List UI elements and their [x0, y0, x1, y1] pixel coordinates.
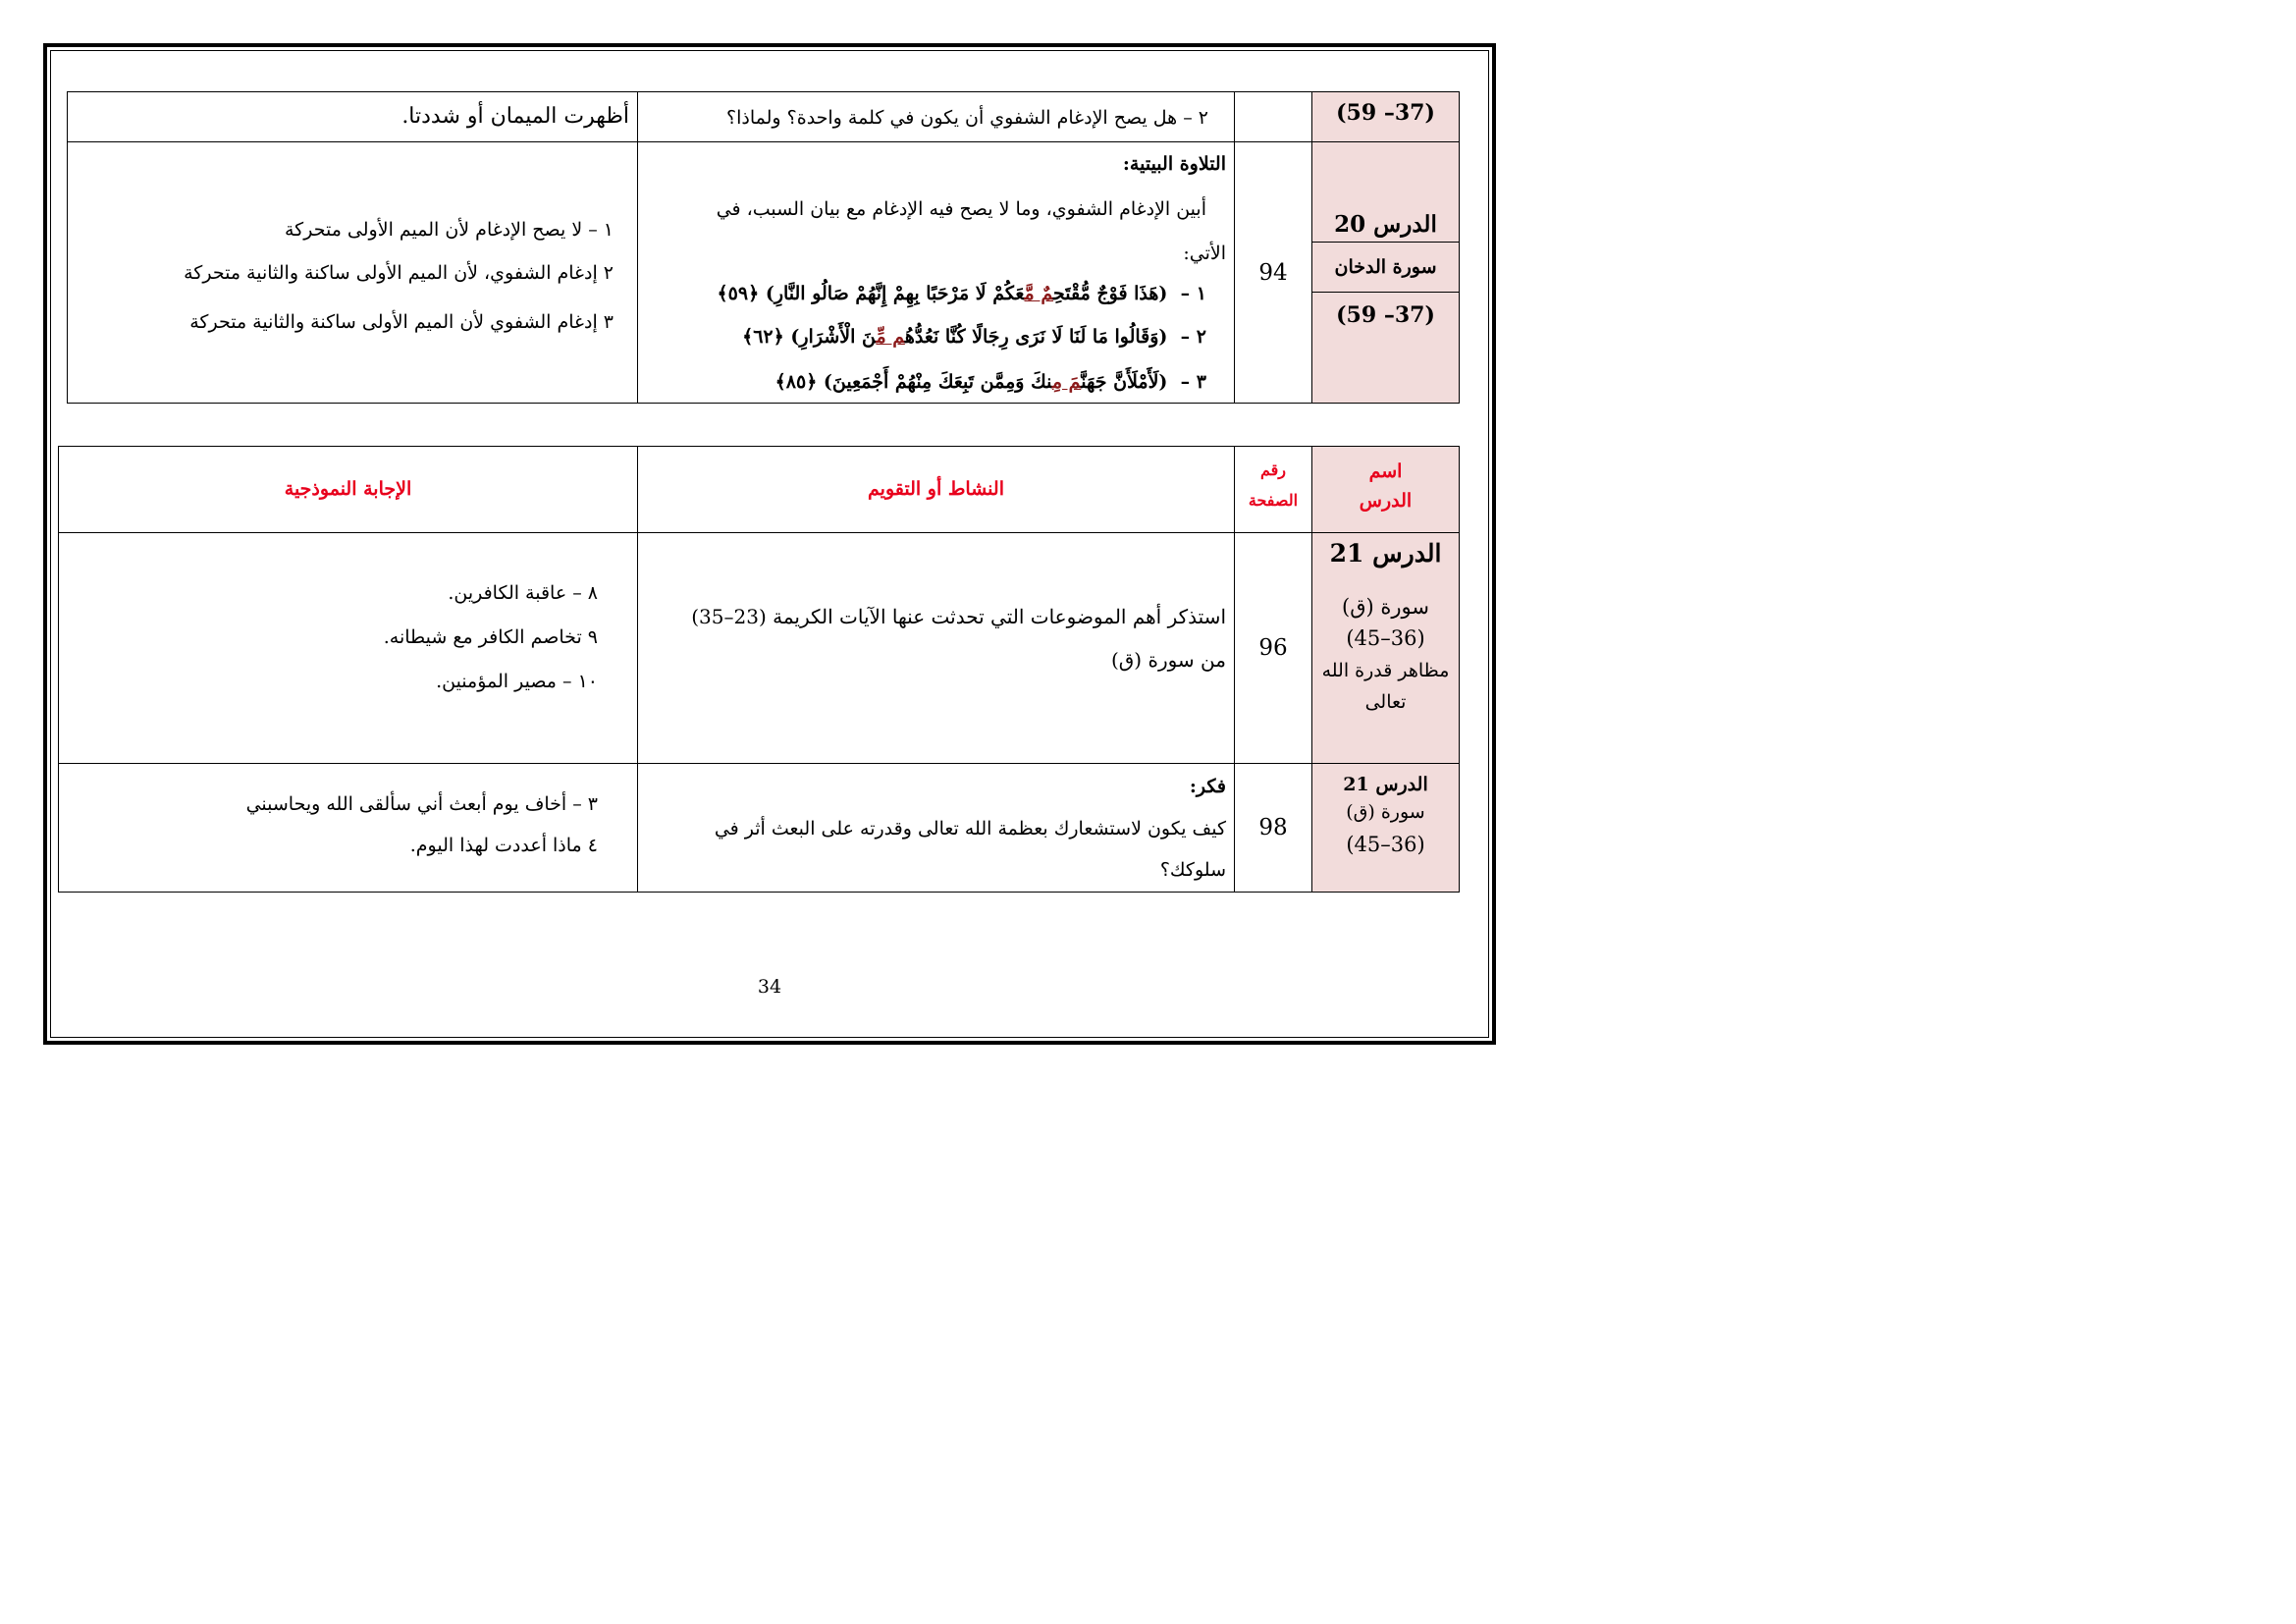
activity-cell	[638, 533, 1235, 764]
answer-line: ٩ تخاصم الكافر مع شيطانه.	[383, 626, 598, 648]
lesson-title: الدرس 20	[1334, 211, 1437, 238]
verses-range: (36–45)	[1346, 626, 1425, 650]
surah-name: سورة (ق)	[1342, 595, 1429, 619]
activity-text: استذكر أهم الموضوعات التي تحدثت عنها الآيات الكريمة (23–35)	[691, 605, 1226, 628]
page-cell	[1235, 142, 1312, 404]
answer-text: أظهرت الميمان أو شددتا.	[401, 104, 629, 129]
lesson-title: الدرس 21	[1329, 539, 1442, 568]
answer-cell	[59, 533, 638, 764]
verses-range: (36–45)	[1346, 833, 1425, 856]
page-number: 94	[1258, 259, 1288, 286]
page-cell	[1235, 92, 1312, 142]
activity-text: كيف يكون لاستشعارك بعظمة الله تعالى وقدرته على البعث أثر في	[714, 818, 1226, 839]
page-number-footer: 34	[757, 976, 782, 998]
table-header-row	[59, 447, 1460, 533]
lesson-topic: مظاهر قدرة الله	[1321, 660, 1450, 681]
verse-line: ٣ – (لَأَمْلَأَنَّ جَهَنَّمَ مِنكَ وَمِمَّن تَبِعَكَ مِنْهُمْ أَجْمَعِينَ) ﴿٨٥﴾	[774, 371, 1206, 393]
table-row	[59, 533, 1460, 764]
answer-line: ١ – لا يصح الإدغام لأن الميم الأولى متحركة	[285, 219, 614, 241]
answer-line: ١٠ – مصير المؤمنين.	[436, 671, 598, 692]
answer-line: ٤ ماذا أعددت لهذا اليوم.	[409, 835, 598, 856]
page-cell	[1235, 533, 1312, 764]
page-number: 98	[1258, 815, 1288, 840]
surah-name: سورة (ق)	[1346, 801, 1425, 823]
page-cell	[1235, 764, 1312, 893]
header-text: رقم	[1259, 460, 1287, 479]
header-text: النشاط أو التقويم	[868, 478, 1004, 500]
activity-text-cont: من سورة (ق)	[1110, 648, 1226, 672]
lesson-cell	[1312, 142, 1460, 404]
section-heading: فكر:	[1189, 776, 1226, 797]
activity-text: ٢ – هل يصح الإدغام الشفوي أن يكون في كلمة واحدة؟ ولماذا؟	[726, 107, 1208, 129]
instruction-text: أبين الإدغام الشفوي، وما لا يصح فيه الإدغام مع بيان السبب، في	[716, 198, 1206, 220]
activity-cell	[638, 764, 1235, 893]
answer-cell	[68, 142, 638, 404]
verses-range: (37– 59)	[1336, 302, 1435, 328]
verse-line: ٢ – (وَقَالُوا مَا لَنَا لَا نَرَى رِجَالًا كُنَّا نَعُدُّهُم مِّنَ الْأَشْرَارِ) ﴿٦٢﴾	[742, 326, 1206, 348]
header-text: الصفحة	[1248, 491, 1299, 510]
lesson-cell	[1312, 533, 1460, 764]
table-row	[68, 92, 1460, 142]
surah-name: سورة الدخان	[1334, 256, 1437, 278]
answer-line: ٣ – أخاف يوم أبعث أني سألقى الله ويحاسبني	[245, 793, 598, 815]
verse-line: ١ – (هَذَا فَوْجٌ مُّقْتَحِمٌ مَّعَكُمْ لَا مَرْحَبًا بِهِمْ إِنَّهُمْ صَالُو النَّارِ) ﴿٥٩﴾	[717, 283, 1206, 304]
header-lesson-name	[1312, 447, 1460, 533]
table-row	[68, 142, 1460, 404]
instruction-text-cont: الأتي:	[1183, 243, 1226, 264]
lesson-topic-cont: تعالى	[1364, 691, 1407, 713]
activity-text-cont: سلوكك؟	[1159, 859, 1226, 881]
header-activity	[638, 447, 1235, 533]
table-row	[59, 764, 1460, 893]
header-text: اسم	[1368, 460, 1403, 482]
answer-line: ٢ إدغام الشفوي، لأن الميم الأولى ساكنة والثانية متحركة	[184, 262, 614, 284]
lesson-title: الدرس 21	[1343, 774, 1428, 795]
answer-line: ٣ إدغام الشفوي لأن الميم الأولى ساكنة والثانية متحركة	[189, 311, 614, 333]
activity-cell	[638, 142, 1235, 404]
verses-range: (37– 59)	[1336, 100, 1435, 126]
answer-line: ٨ – عاقبة الكافرين.	[448, 582, 598, 604]
lesson-cell	[1312, 764, 1460, 893]
header-text: الدرس	[1359, 490, 1413, 512]
page-number: 96	[1258, 635, 1288, 661]
header-answer	[59, 447, 638, 533]
answer-cell	[59, 764, 638, 893]
table-lesson-20	[67, 91, 1460, 404]
section-heading: التلاوة البيتية:	[1122, 153, 1226, 175]
header-text: الإجابة النموذجية	[284, 478, 412, 500]
activity-cell	[638, 92, 1235, 142]
lesson-cell	[1312, 92, 1460, 142]
answer-cell	[68, 92, 638, 142]
header-page-number	[1235, 447, 1312, 533]
table-lesson-21	[58, 446, 1460, 893]
